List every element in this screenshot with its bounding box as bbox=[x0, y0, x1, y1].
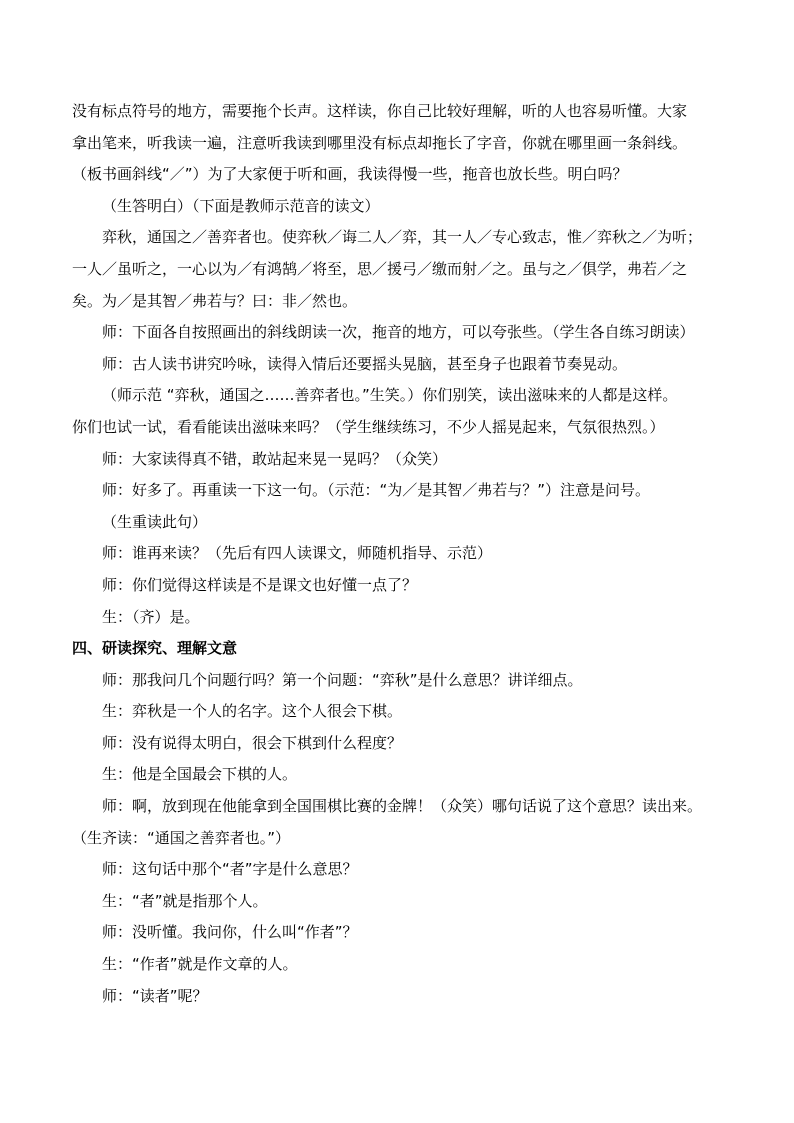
text-line: 师：谁再来读？（先后有四人读课文，师随机指导、示范） bbox=[102, 544, 493, 563]
text-line: 师：“读者”呢？ bbox=[102, 986, 208, 1005]
text-line: 你们也试一试，看看能读出滋味来吗？（学生继续练习，不少人摇晃起来，气氛很热烈。） bbox=[72, 417, 665, 436]
section-heading: 四、研读探究、理解文意 bbox=[72, 639, 238, 658]
text-line: 没有标点符号的地方，需要拖个长声。这样读，你自己比较好理解，听的人也容易听懂。大家 bbox=[72, 102, 688, 120]
text-line: 师：古人读书讲究吟咏，读得入情后还要摇头晃脑，甚至身子也跟着节奏晃动。 bbox=[102, 354, 628, 373]
text-line: （生答明白）（下面是教师示范音的读文） bbox=[102, 196, 380, 215]
text-line: （板书画斜线“／”）为了大家便于听和画，我读得慢一些，拖音也放长些。明白吗？ bbox=[72, 165, 628, 184]
text-line: 生：“者”就是指那个人。 bbox=[102, 891, 268, 910]
text-line: 师：这句话中那个“者”字是什么意思？ bbox=[102, 860, 358, 879]
text-line: 一人／虽听之，一心以为／有鸿鹄／将至，思／援弓／缴而射／之。虽与之／俱学，弗若／之 bbox=[72, 259, 688, 278]
text-line: 生：弈秋是一个人的名字。这个人很会下棋。 bbox=[102, 702, 403, 721]
text-line: （师示范 “弈秋，通国之……善弈者也。”生笑。）你们别笑，读出滋味来的人都是这样。 bbox=[102, 386, 678, 405]
text-line: 生：他是全国最会下棋的人。 bbox=[102, 765, 298, 784]
text-line: 师：好多了。再重读一下这一句。（示范：“为／是其智／弗若与？”）注意是问号。 bbox=[102, 481, 651, 500]
text-line: 师：没听懂。我问你，什么叫“作者”？ bbox=[102, 923, 358, 942]
text-line: 师：下面各自按照画出的斜线朗读一次，拖音的地方，可以夸张些。（学生各自练习朗读） bbox=[102, 323, 695, 342]
text-line: （生重读此句） bbox=[102, 512, 208, 531]
text-line: 弈秋，通国之／善弈者也。使弈秋／诲二人／弈，其一人／专心致志，惟／弈秋之／为听； bbox=[102, 228, 703, 247]
text-line: 师：那我问几个问题行吗？第一个问题：“弈秋”是什么意思？讲详细点。 bbox=[102, 670, 583, 689]
text-line: 师：你们觉得这样读是不是课文也好懂一点了？ bbox=[102, 575, 418, 594]
document-body bbox=[72, 96, 724, 1012]
text-line: 师：啊，放到现在他能拿到全国围棋比赛的金牌！（众笑）哪句话说了这个意思？读出来。 bbox=[102, 797, 703, 816]
text-line: 师：大家读得真不错，敢站起来晃一晃吗？（众笑） bbox=[102, 449, 448, 468]
text-line: 生：（齐）是。 bbox=[102, 607, 200, 626]
text-line: 生：“作者”就是作文章的人。 bbox=[102, 955, 298, 974]
text-line: 师：没有说得太明白，很会下棋到什么程度？ bbox=[102, 733, 403, 752]
text-line: 拿出笔来，听我读一遍，注意听我读到哪里没有标点却拖长了字音，你就在哪里画一条斜线。 bbox=[72, 133, 688, 152]
text-line: 矣。为／是其智／弗若与？曰：非／然也。 bbox=[72, 291, 358, 310]
text-line: （生齐读：“通国之善弈者也。”） bbox=[72, 828, 291, 847]
